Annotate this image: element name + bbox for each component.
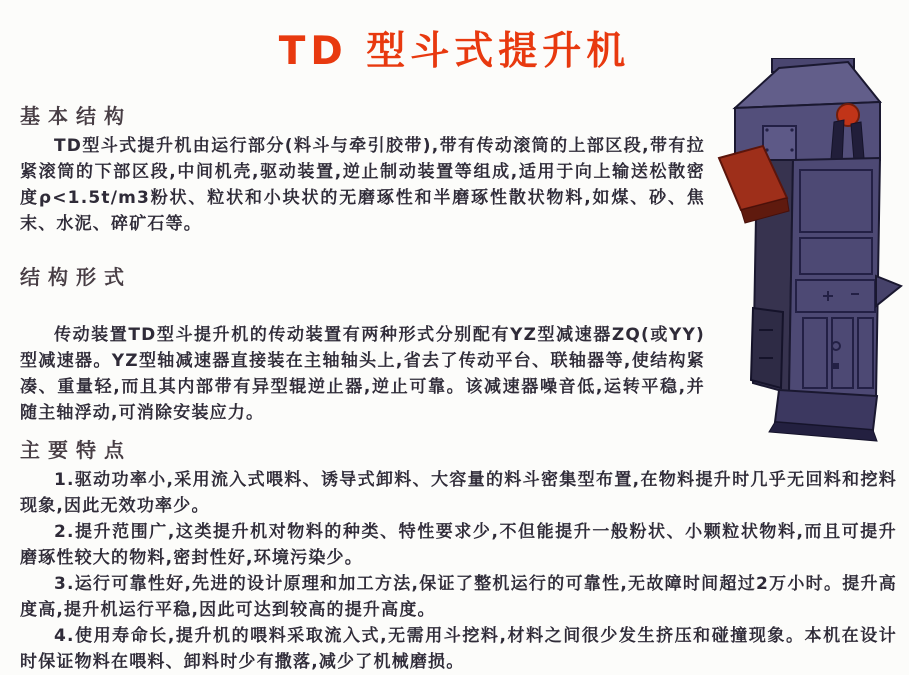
feature-item-1: 1.驱动功率小,采用流入式喂料、诱导式卸料、大容量的料斗密集型布置,在物料提升时几乎无回料和挖料现象,因此无效功率少。 [20, 470, 897, 516]
basic-structure-paragraph: TD型斗式提升机由运行部分(料斗与牵引胶带),带有传动滚筒的上部区段,带有拉紧滚筒的下部区段,中间机壳,驱动装置,逆止制动装置等组成,适用于向上输送松散密度ρ<1.5t/m3粉状、粒状和小块状的无磨琢性和半磨琢性散状物料,如煤、砂、焦末、水泥、碎矿石等。 [20, 136, 705, 234]
section-heading-structure-form: 结构形式 [20, 265, 132, 289]
feature-item-2: 2.提升范围广,这类提升机对物料的种类、特性要求少,不但能提升一般粉状、小颗粒状物料,而且可提升磨琢性较大的物料,密封性好,环境污染少。 [20, 522, 897, 568]
section-heading-main-features: 主要特点 [20, 438, 132, 462]
feature-item-4: 4.使用寿命长,提升机的喂料采取流入式,无需用斗挖料,材料之间很少发生挤压和碰撞现象。本机在设计时保证物料在喂料、卸料时少有撒落,减少了机械磨损。 [20, 626, 897, 672]
page-title: TD 型斗式提升机 [278, 29, 631, 74]
structure-form-paragraph: 传动装置TD型斗提升机的传动装置有两种形式分别配有YZ型减速器ZQ(或YY)型减速器。YZ型轴减速器直接装在主轴轴头上,省去了传动平台、联轴器等,使结构紧凑、重量轻,而且其内部带有异型辊逆止器,逆止可靠。该减速器噪音低,运转平稳,并随主轴浮动,可消除安装应力。 [20, 325, 705, 423]
section-heading-basic-structure: 基本结构 [20, 104, 132, 128]
bucket-elevator-photo [705, 58, 905, 453]
feature-item-3: 3.运行可靠性好,先进的设计原理和加工方法,保证了整机运行的可靠性,无故障时间超过2万小时。提升高度高,提升机运行平稳,因此可达到较高的提升高度。 [20, 574, 897, 620]
feed-chute [876, 276, 901, 306]
